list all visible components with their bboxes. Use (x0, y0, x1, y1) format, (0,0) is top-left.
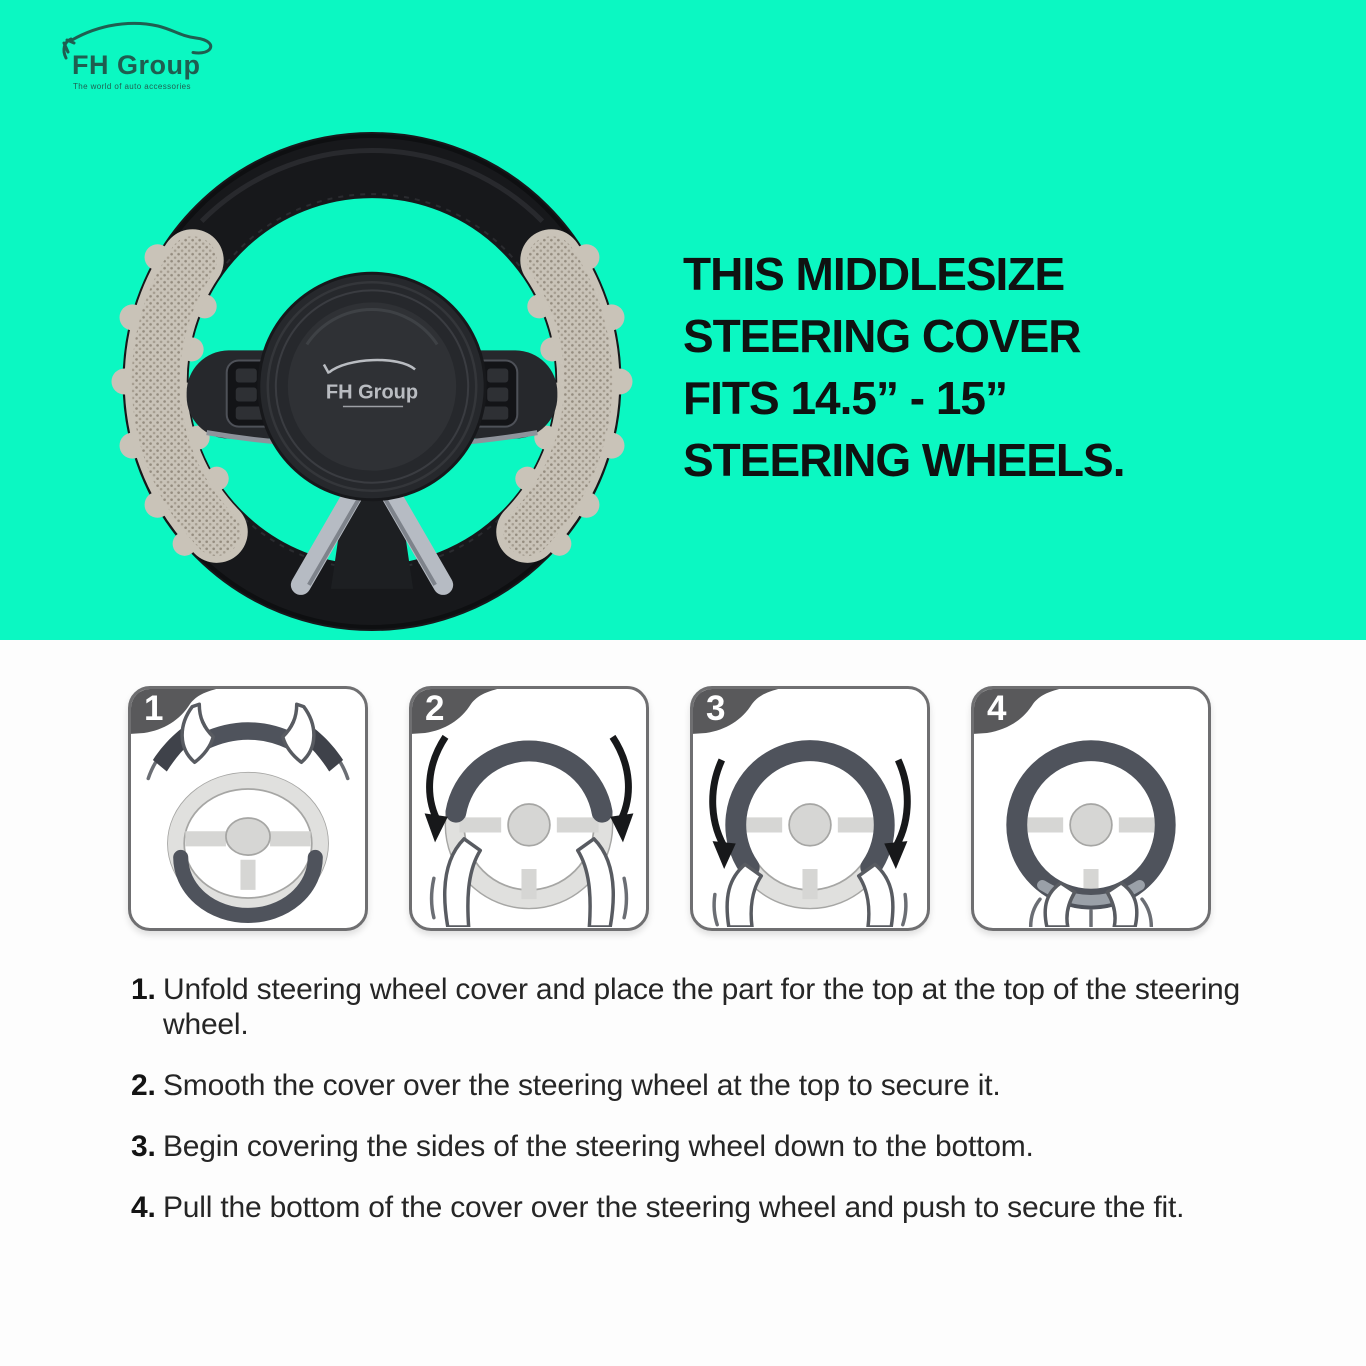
left-hand-icon (727, 864, 761, 927)
instruction-text: Pull the bottom of the cover over the steering wheel and push to secure the fit. (163, 1191, 1185, 1224)
instruction-text: Unfold steering wheel cover and place the part for the top at the top of the steering wheel. (163, 973, 1241, 1041)
step-panel-3 (690, 686, 930, 931)
headline (683, 243, 1124, 491)
brand-logo-text: FH Group (72, 50, 201, 80)
headline-line-3: FITS 14.5” - 15” (683, 372, 1008, 424)
step-panels-row (128, 686, 1211, 931)
instruction-item-4 (131, 1190, 1251, 1225)
brand-logo (58, 18, 228, 91)
hub-logo-text: FH Group (325, 381, 419, 404)
instruction-number: 1. (131, 973, 156, 1006)
steering-wheel-graphic (106, 126, 638, 642)
step-panel-2 (409, 686, 649, 931)
product-photo-steering-wheel (106, 126, 638, 642)
headline-line-2: STEERING COVER (683, 310, 1081, 362)
right-hand-icon (283, 704, 314, 762)
instruction-item-3 (131, 1129, 1251, 1164)
instructions-list (131, 972, 1251, 1251)
brand-logo-tagline: The world of auto accessories (73, 82, 191, 91)
step-number: 3 (706, 689, 726, 728)
right-hand-icon (859, 864, 893, 927)
step-number: 4 (987, 689, 1007, 728)
headline-line-1: THIS MIDDLESIZE (683, 248, 1065, 300)
left-arrow-icon (713, 760, 727, 850)
instruction-number: 3. (131, 1130, 156, 1163)
step-panel-1 (128, 686, 368, 931)
right-arrow-icon (894, 760, 908, 850)
step-panel-4 (971, 686, 1211, 931)
hero-section (0, 0, 1366, 640)
step-number: 1 (144, 689, 164, 728)
left-arrow-icon (430, 737, 446, 823)
instruction-item-1 (131, 972, 1251, 1042)
headline-line-4: STEERING WHEELS. (683, 434, 1125, 486)
right-arrow-icon (613, 737, 629, 823)
instruction-item-2 (131, 1068, 1251, 1103)
wheel-graphic (168, 773, 328, 916)
instruction-number: 4. (131, 1191, 156, 1224)
instruction-text: Smooth the cover over the steering wheel at the top to secure it. (163, 1069, 1001, 1102)
step-number: 2 (425, 689, 445, 728)
wheel-hub (259, 273, 485, 499)
cover-arc (456, 751, 602, 812)
instruction-text: Begin covering the sides of the steering wheel down to the bottom. (163, 1130, 1034, 1163)
instruction-number: 2. (131, 1069, 156, 1102)
